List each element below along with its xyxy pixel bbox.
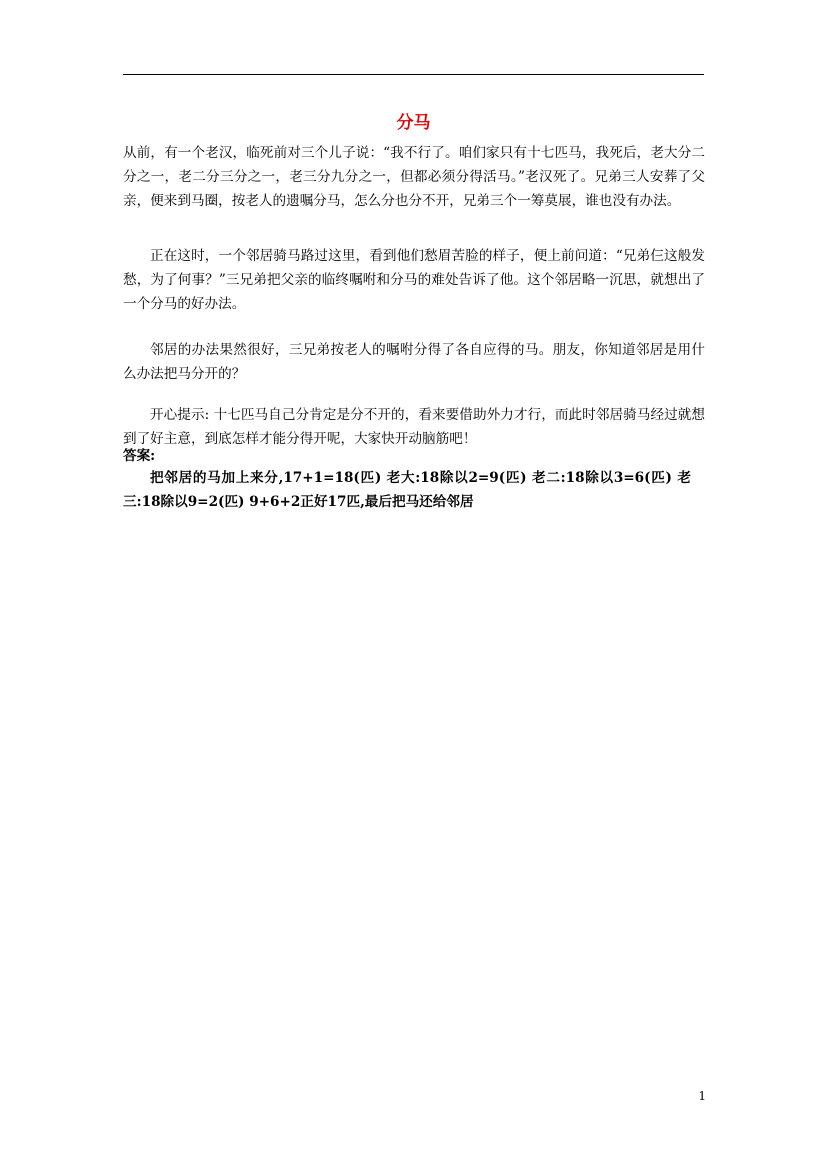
answer-label: 答案: xyxy=(123,448,156,464)
story-paragraph-2: 正在这时，一个邻居骑马路过这里，看到他们愁眉苦脸的样子，便上前问道：“兄弟仨这般发愁，为了何事？”三兄弟把父亲的临终嘱咐和分马的难处告诉了他。这个邻居略一沉思，就想出了一个分马的好办法。 xyxy=(123,248,705,312)
story-paragraph-3: 邻居的办法果然很好，三兄弟按老人的嘱咐分得了各自应得的马。朋友，你知道邻居是用什么办法把马分开的？ xyxy=(123,342,705,382)
document-title: 分马 xyxy=(396,113,431,133)
page-number: 1 xyxy=(698,1089,706,1103)
answer-text: 把邻居的马加上来分,17+1=18(匹) 老大:18除以2=9(匹) 老二:18除以3=6(匹) 老三:18除以9=2(匹) 9+6+2正好17匹,最后把马还给邻居 xyxy=(123,470,691,510)
hint-paragraph: 开心提示: 十七匹马自己分肯定是分不开的，看来要借助外力才行，而此时邻居骑马经过就想到了好主意，到底怎样才能分得开呢，大家快开动脑筋吧！ xyxy=(123,407,705,447)
story-paragraph-1: 从前，有一个老汉，临死前对三个儿子说：“我不行了。咱们家只有十七匹马，我死后，老大分二分之一，老二分三分之一，老三分九分之一，但都必须分得活马。”老汉死了。兄弟三人安葬了父亲，便来到马圈，按老人的遗嘱分马，怎么分也分不开，兄弟三个一筹莫展，谁也没有办法。 xyxy=(123,145,705,209)
header-rule xyxy=(123,74,704,75)
